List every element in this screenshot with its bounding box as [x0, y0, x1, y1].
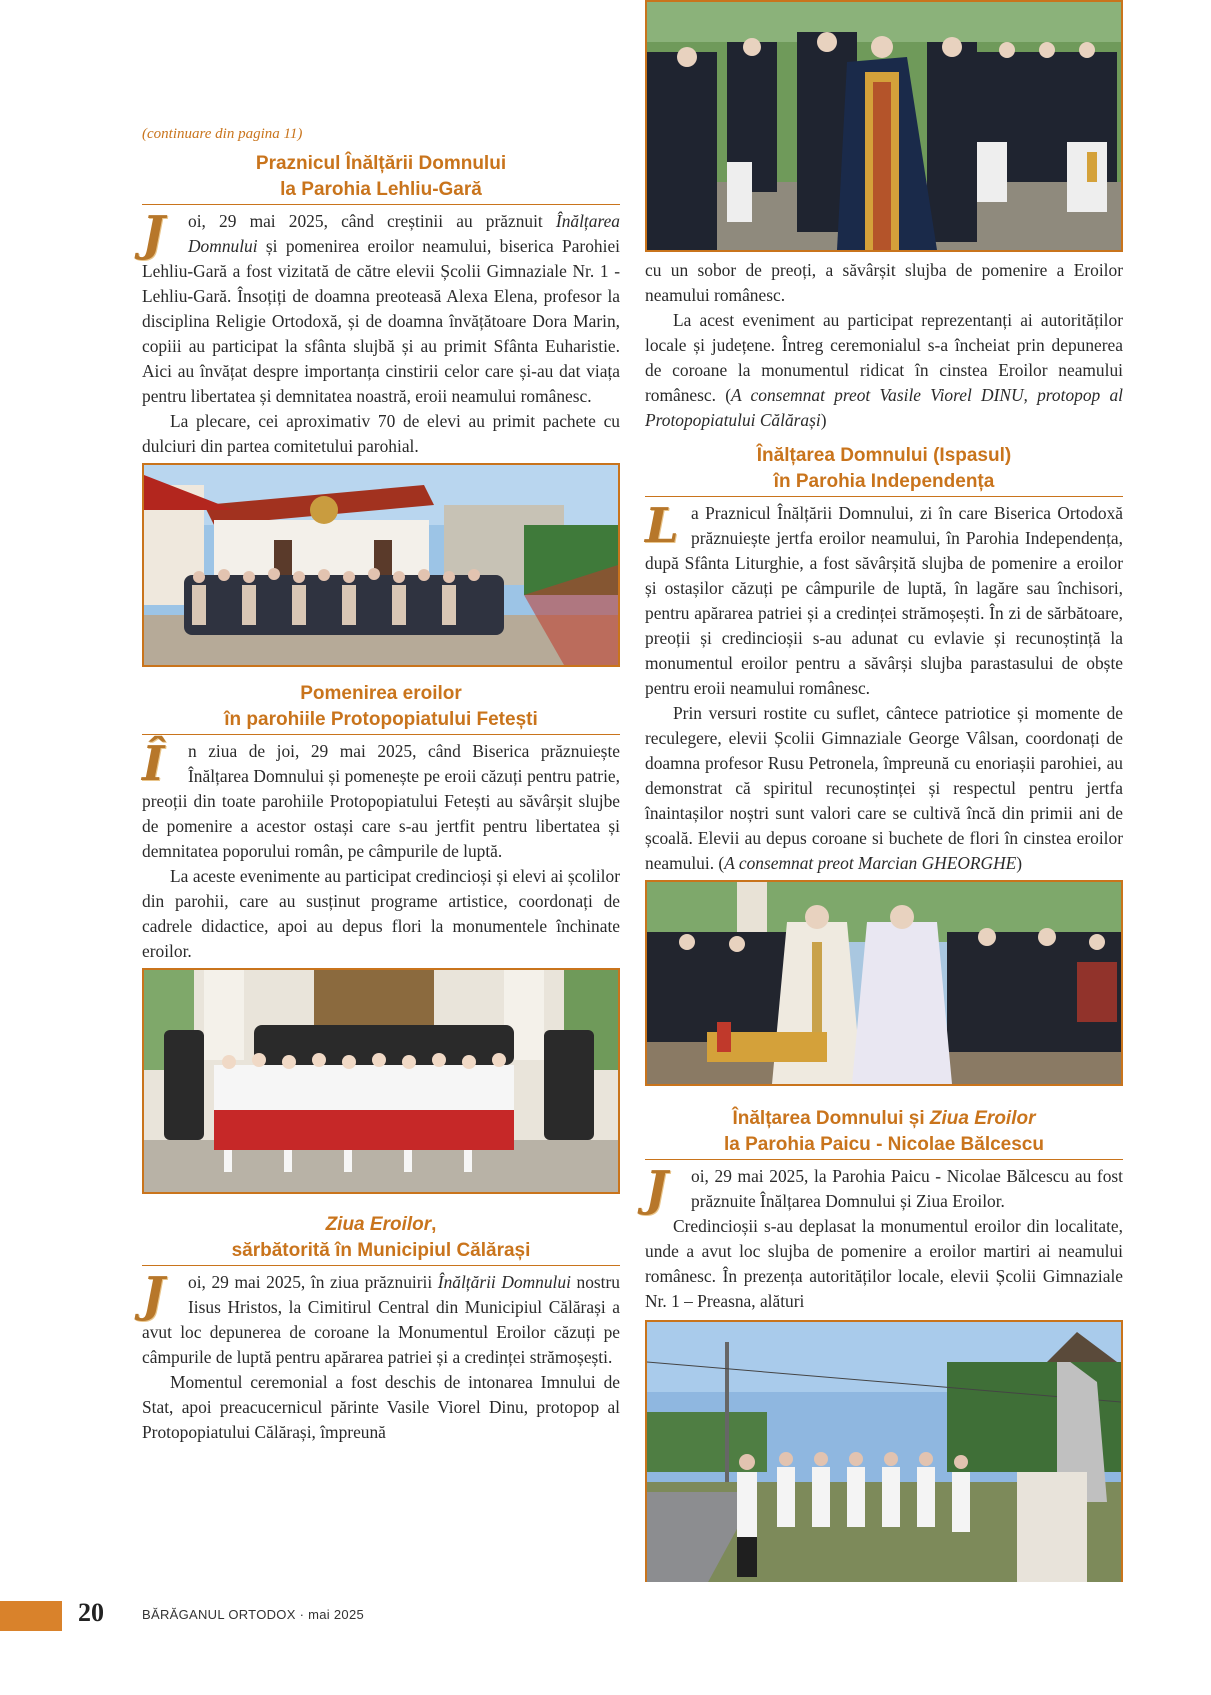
photo-children-traditional: [142, 968, 620, 1194]
page-number: 20: [78, 1598, 104, 1627]
article-title: Înălțarea Domnului (Ispasul) în Parohia Independența: [645, 443, 1123, 497]
drop-cap: J: [142, 206, 165, 262]
right-column: [645, 0, 1123, 1582]
article-paragraph: cu un sobor de preoți, a săvârșit slujba de pomenire a Eroilor neamului românesc.: [645, 260, 1123, 305]
drop-cap: L: [645, 498, 679, 554]
continuation-note: (continuare din pagina 11): [142, 126, 303, 142]
article-paicu: [645, 1106, 1123, 1314]
article-independenta: [645, 443, 1123, 876]
article-paragraph: J oi, 29 mai 2025, când creștinii au prăznuit Înălțarea Domnului și pomenirea eroilor neamului, biserica Parohiei Lehliu-Gară a fost vizitată de către elevii Școlii Gimnaziale Nr. 1 - Lehliu-Gară. Însoțiți de doamna preoteasă Alexa Elena, profesor la disciplina Religie Ortodoxă, și de doamna învățătoare Dora Marin, copiii au participat la sfânta slujbă și au primit Sfânta Euharistie. Aici au învățat despre importanța cinstirii celor care și-au dat viața pentru libertatea și demnitatea noastră, eroii neamului românesc.: [142, 206, 620, 406]
article-title: Pomenirea eroilor în parohiile Protopopiatului Fetești: [142, 681, 620, 735]
article-paragraph: Credincioșii s-au deplasat la monumentul eroilor din localitate, unde a avut loc slujba de pomenire a eroilor martiri ai neamului românesc. În prezența autorităților locale, elevii Școlii Gimnaziale Nr. 1 – Preasna, alături: [645, 1216, 1123, 1311]
article-fetesti: [142, 681, 620, 964]
photo-priest-ceremony: [645, 0, 1123, 252]
article-title: Ziua Eroilor, sărbătorită în Municipiul Călărași: [142, 1212, 620, 1266]
photo-illustration: [144, 465, 618, 665]
photo-students-church: [142, 463, 620, 667]
article-paragraph: Prin versuri rostite cu suflet, cântece patriotice și momente de reculegere, elevii Școlii Gimnaziale George Vâlsan, coordonați de doamna profesor Rusu Petronela, împreună cu enoriașii parohiei, au demonstrat că spiritul recunoștinței și respectul pentru jertfa înaintașilor noștri sunt valori care se cultivă încă din primii ani de școală. Elevii au depus coroane si buchete de flori în cinstea eroilor neamului. (A consemnat preot Marcian GHEORGHE): [645, 703, 1123, 873]
drop-cap: J: [142, 1267, 165, 1323]
article-lehliu: [142, 151, 620, 459]
article-title: Înălțarea Domnului și Ziua Eroilor la Parohia Paicu - Nicolae Bălcescu: [645, 1106, 1123, 1160]
article-paragraph: La aceste evenimente au participat credincioși și elevi ai școlilor din parohii, care au susținut programe artistice, coordonați de cadrele didactice, apoi au depus flori la monumentele închinate eroilor.: [142, 866, 620, 961]
footer-accent-bar: [0, 1601, 62, 1631]
photo-illustration: [647, 2, 1121, 250]
article-title: Praznicul Înălțării Domnului la Parohia Lehliu-Gară: [142, 151, 620, 205]
photo-illustration: [647, 882, 1121, 1084]
article-paragraph: Î n ziua de joi, 29 mai 2025, când Biserica prăznuiește Înălțarea Domnului și pomenește pe eroii căzuți pentru patrie, preoții din toate parohiile Protopopiatului Fetești au săvârșit slujbe de pomenire a acestor ostași care s-au jertfit pentru libertatea și demnitatea poporului român, pe câmpurile de luptă.: [142, 736, 620, 861]
photo-illustration: [647, 1322, 1121, 1582]
photo-priests-memorial: [645, 880, 1123, 1086]
drop-cap: J: [645, 1161, 668, 1217]
article-paragraph: J oi, 29 mai 2025, la Parohia Paicu - Nicolae Bălcescu au fost prăznuite Înălțarea Domnului și Ziua Eroilor.: [645, 1161, 1123, 1217]
drop-cap: Î: [142, 736, 165, 792]
left-column: [142, 126, 620, 1445]
article-paragraph: J oi, 29 mai 2025, în ziua prăznuirii Înălțării Domnului nostru Iisus Hristos, la Cimitirul Central din Municipiul Călărași a avut loc depunerea de coroane la Monumentul Eroilor căzuți pe câmpurile de luptă pentru apărarea patriei și a credinței strămoșești.: [142, 1267, 620, 1367]
footer-publication: BĂRĂGANUL ORTODOX · mai 2025: [142, 1607, 365, 1622]
photo-students-monument: [645, 1320, 1123, 1582]
article-calarasi-continued: [645, 258, 1123, 433]
article-paragraph: La Praznicul Înălțării Domnului, zi în care Biserica Ortodoxă prăznuiește jertfa eroilor neamului, în Parohia Independența, după Sfânta Liturghie, a fost săvârșită slujba de pomenire a eroilor și ostașilor căzuți pe câmpurile de luptă, în lagăre sau închisori, pentru apărarea patriei și a credinței strămoșești. În zi de sărbătoare, preoții și credincioșii s-au adunat cu evlavie și recunoștință la monumentul eroilor pentru a săvârși slujba parastasului de obște pentru eroii neamului românesc.: [645, 498, 1123, 698]
article-calarasi: [142, 1212, 620, 1445]
photo-illustration: [144, 970, 618, 1192]
article-paragraph: Momentul ceremonial a fost deschis de intonarea Imnului de Stat, apoi preacucernicul părinte Vasile Viorel Dinu, protopop al Protopopiatului Călărași, împreună: [142, 1372, 620, 1442]
article-paragraph: La acest eveniment au participat reprezentanți ai autorităților locale și județene. Întreg ceremonialul s-a încheiat prin depunerea de coroane la monumentul ridicat în cinstea Eroilor neamului românesc. (A consemnat preot Vasile Viorel DINU, protopop al Protopopiatului Călărași): [645, 310, 1123, 430]
article-paragraph: La plecare, cei aproximativ 70 de elevi au primit pachete cu dulciuri din partea comitetului parohial.: [142, 411, 620, 456]
